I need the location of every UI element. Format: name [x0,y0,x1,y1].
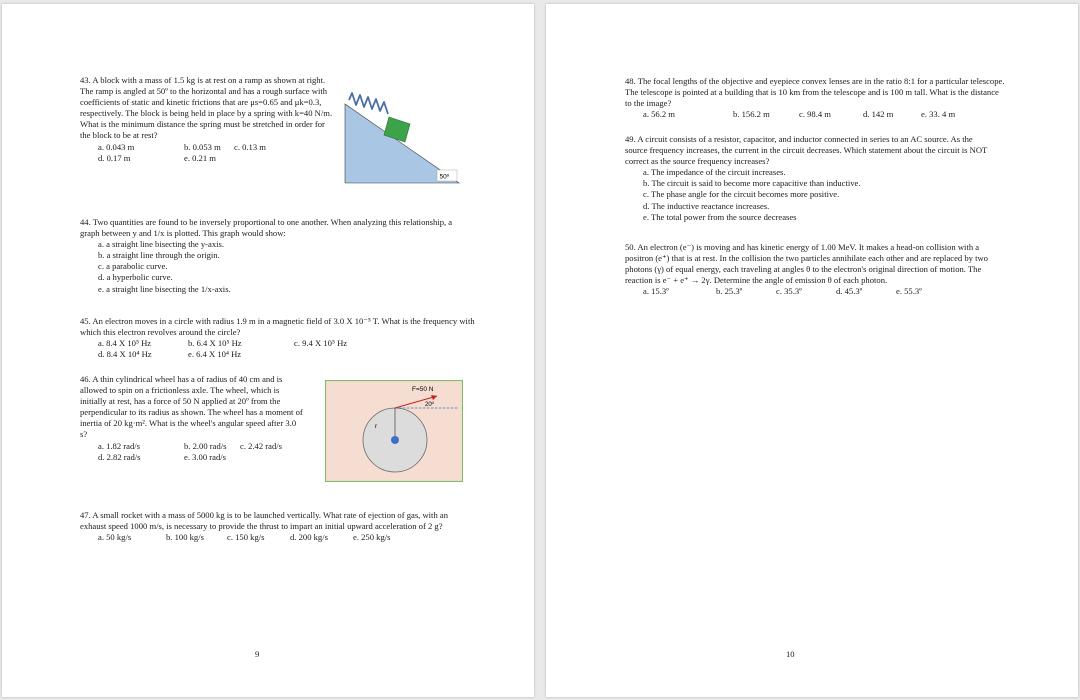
page-9 [2,4,534,697]
force-label: F=50 N [412,386,434,393]
option-a: a. 0.043 m [98,141,135,152]
question-44 [80,217,460,295]
question-47 [80,510,475,543]
option-b: b. 2.00 rad/s [184,440,227,451]
option-a: a. 8.4 X 10⁵ Hz [98,338,152,349]
option-d: d. 200 kg/s [290,532,328,543]
question-text: 49. A circuit consists of a resistor, capacitor, and inductor connected in series to an AC source. As the source frequency increases, the current in the circuit decreases. Which statement about the circuit is NOT correct as the source frequency increases? [625,134,988,167]
question-text: 45. An electron moves in a circle with radius 1.9 m in a magnetic field of 3.0 X 10⁻⁵ T. What is the frequency with which this electron revolves around the circle? [80,316,475,338]
options [80,532,475,543]
option-c: c. 35.3º [776,286,802,297]
options [625,286,1007,297]
option-e: e. 0.21 m [184,152,216,163]
options [80,239,460,294]
question-text: 44. Two quantities are found to be inversely proportional to one another. When analyzing this relationship, a graph between y and 1/x is plotted. This graph would show: [80,217,453,239]
question-43 [80,75,335,164]
option-e: e. 55.3º [896,286,922,297]
option-a: a. 50 kg/s [98,532,132,543]
wheel-figure [325,380,463,482]
option-a: a. The impedance of the circuit increases. [643,167,786,178]
option-a: a. 1.82 rad/s [98,440,141,451]
ramp-angle-label: 50º [439,173,450,181]
question-text: 50. An electron (e⁻) is moving and has kinetic energy of 1.00 MeV. It makes a head-on collision with a positron (e⁺) that is at rest. In the collision the two particles annihilate each other and are replaced by two photons (γ) of equal energy, each traveling at angles θ to the electron's original direction of motion. The reaction is e⁻ + e⁺ → 2γ. Determine the angle of emission θ of each photon. [625,242,988,286]
option-b: b. 156.2 m [733,109,770,120]
question-46 [80,374,305,463]
option-b: b. 25.3º [716,286,743,297]
question-48 [625,76,1005,120]
option-c: c. a parabolic curve. [98,261,168,272]
option-e: e. 6.4 X 10⁴ Hz [188,349,242,360]
question-text: 46. A thin cylindrical wheel has a of radius of 40 cm and is allowed to spin on a frictionless axle. The wheel, which is initially at rest, has a force of 50 N applied at 20º from the perpendicular to its radius as shown. The wheel has a moment of inertia of 20 kg·m². What is the wheel's angular speed after 3.0 s? [80,374,303,440]
radius-label: r [375,423,378,430]
options [80,142,335,164]
option-b: b. a straight line through the origin. [98,250,220,261]
page-10 [546,4,1078,697]
option-a: a. a straight line bisecting the y-axis. [98,239,225,250]
question-text: 47. A small rocket with a mass of 5000 kg is to be launched vertically. What rate of ejection of gas, with an exhaust speed 1000 m/s, is necessary to provide the thrust to impart an initial upward acceleration of 2 g? [80,510,449,532]
page-number: 9 [255,649,260,659]
option-a: a. 15.3º [643,286,669,297]
option-c: c. 2.42 rad/s [240,440,283,451]
question-45 [80,316,475,360]
option-d: d. 2.82 rad/s [98,451,141,462]
options [80,441,305,463]
option-c: c. 0.13 m [234,141,266,152]
option-b: b. 100 kg/s [166,532,204,543]
option-e: e. a straight line bisecting the 1/x-axis. [98,283,231,294]
option-e: e. The total power from the source decreases [643,211,797,222]
option-c: c. 150 kg/s [227,532,265,543]
option-e: e. 250 kg/s [353,532,391,543]
question-49 [625,134,995,223]
option-d: d. The inductive reactance increases. [643,200,770,211]
page-number: 10 [786,649,795,659]
option-d: d. 142 m [863,109,894,120]
option-b: b. 6.4 X 10⁵ Hz [188,338,242,349]
question-text: 43. A block with a mass of 1.5 kg is at rest on a ramp as shown at right. The ramp is angled at 50º to the horizontal and has a rough surface with coefficients of static and kinetic frictions that are μs=0.65 and μk=0.3, respectively. The block is being held in place by a spring with k=40 N/m. What is the minimum distance the spring must be stretched in order for the block to be at rest? [80,75,333,141]
options [625,109,1005,120]
option-e: e. 3.00 rad/s [184,451,227,462]
option-c: c. 98.4 m [799,109,831,120]
question-50 [625,242,1007,297]
wheel-angle-label: 20º [425,402,434,408]
option-d: d. 45.3º [836,286,863,297]
option-a: a. 56.2 m [643,109,675,120]
option-b: b. The circuit is said to become more capacitive than inductive. [643,178,861,189]
option-b: b. 0.053 m [184,141,221,152]
options [80,338,475,360]
options [625,167,995,222]
axle [391,436,399,444]
option-d: d. a hyperbolic curve. [98,272,173,283]
option-d: d. 0.17 m [98,152,131,163]
ramp-figure [343,86,463,188]
option-d: d. 8.4 X 10⁴ Hz [98,349,152,360]
option-c: c. The phase angle for the circuit becomes more positive. [643,189,840,200]
option-e: e. 33. 4 m [921,109,956,120]
question-text: 48. The focal lengths of the objective and eyepiece convex lenses are in the ratio 8:1 for a particular telescope. The telescope is pointed at a building that is 10 km from the telescope and is 100 m tall. What is the distance to the image? [625,76,1005,109]
option-c: c. 9.4 X 10⁵ Hz [294,338,348,349]
